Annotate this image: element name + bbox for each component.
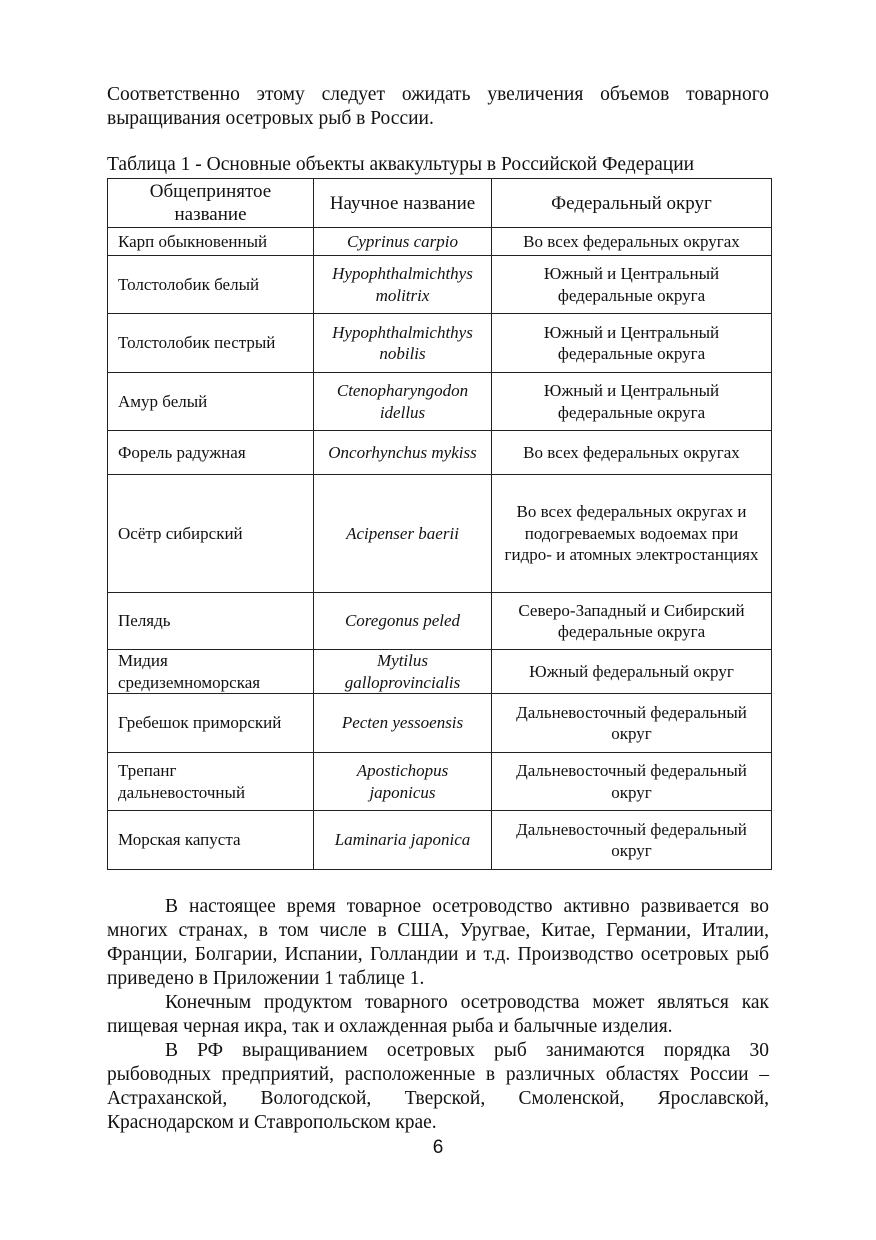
paragraph-text: В настоящее время товарное осетроводство активно развивается во многих странах, в том числе в США, Уругвае, Китае, Германии, Италии, Франции, Болгарии, Испании, Голландии и т.д. Производство осетровых рыб приведено в Приложении 1 таблице 1. — [107, 896, 769, 989]
table-row — [108, 694, 772, 753]
cell-scientific-name: Pecten yessoensis — [314, 694, 492, 753]
page-number: 6 — [432, 1137, 444, 1158]
table-row — [108, 431, 772, 475]
cell-scientific-name: Coregonus peled — [314, 593, 492, 650]
cell-district: Во всех федеральных округах — [492, 228, 772, 256]
cell-scientific-name: Ctenopharyngodon idellus — [314, 373, 492, 431]
cell-district: Дальневосточный федеральный округ — [492, 694, 772, 753]
table-row — [108, 314, 772, 373]
table-caption: Таблица 1 - Основные объекты аквакультуры в Российской Федерации — [107, 154, 695, 175]
cell-common-name: Форель радужная — [108, 431, 314, 475]
aquaculture-table — [107, 178, 772, 870]
cell-scientific-name: Mytilus galloprovincialis — [314, 650, 492, 694]
body-paragraph-2 — [107, 991, 769, 1039]
table-row — [108, 256, 772, 314]
paragraph-text: В РФ выращиванием осетровых рыб занимаются порядка 30 рыбоводных предприятий, расположенные в различных областях России – Астраханской, Вологодской, Тверской, Смоленской, Ярославской, Краснодарском и Ставропольском крае. — [107, 1040, 769, 1133]
intro-paragraph: Соответственно этому следует ожидать увеличения объемов товарного выращивания осетровых рыб в России. — [107, 84, 769, 129]
table-row — [108, 650, 772, 694]
body-paragraph-3 — [107, 1039, 769, 1135]
table-row — [108, 753, 772, 811]
cell-common-name: Пелядь — [108, 593, 314, 650]
cell-common-name: Толстолобик белый — [108, 256, 314, 314]
body-paragraph-1 — [107, 895, 769, 991]
cell-common-name: Толстолобик пестрый — [108, 314, 314, 373]
cell-district: Южный и Центральный федеральные округа — [492, 314, 772, 373]
header-scientific-name: Научное название — [314, 179, 492, 228]
cell-scientific-name: Oncorhynchus mykiss — [314, 431, 492, 475]
table-row — [108, 373, 772, 431]
table-row — [108, 475, 772, 593]
cell-scientific-name: Hypophthalmichthys nobilis — [314, 314, 492, 373]
cell-district: Дальневосточный федеральный округ — [492, 753, 772, 811]
cell-district: Южный и Центральный федеральные округа — [492, 256, 772, 314]
cell-common-name: Амур белый — [108, 373, 314, 431]
cell-common-name: Морская капуста — [108, 811, 314, 870]
table-header-row — [108, 179, 772, 228]
cell-district: Южный федеральный округ — [492, 650, 772, 694]
cell-district: Во всех федеральных округах — [492, 431, 772, 475]
cell-common-name: Осётр сибирский — [108, 475, 314, 593]
cell-scientific-name: Hypophthalmichthys molitrix — [314, 256, 492, 314]
cell-scientific-name: Acipenser baerii — [314, 475, 492, 593]
cell-district: Дальневосточный федеральный округ — [492, 811, 772, 870]
cell-common-name: Карп обыкновенный — [108, 228, 314, 256]
cell-scientific-name: Cyprinus carpio — [314, 228, 492, 256]
cell-common-name: Трепанг дальневосточный — [108, 753, 314, 811]
cell-district: Северо-Западный и Сибирский федеральные округа — [492, 593, 772, 650]
cell-scientific-name: Apostichopus japonicus — [314, 753, 492, 811]
header-federal-district: Федеральный округ — [492, 179, 772, 228]
cell-scientific-name: Laminaria japonica — [314, 811, 492, 870]
cell-common-name: Мидия средиземноморская — [108, 650, 314, 694]
header-common-name: Общепринятое название — [108, 179, 314, 228]
cell-common-name: Гребешок приморский — [108, 694, 314, 753]
paragraph-text: Конечным продуктом товарного осетроводства может являться как пищевая черная икра, так и охлажденная рыба и балычные изделия. — [107, 992, 769, 1037]
table-row — [108, 811, 772, 870]
cell-district: Во всех федеральных округах и подогреваемых водоемах при гидро- и атомных электростанциях — [492, 475, 772, 593]
table-row — [108, 593, 772, 650]
table-row — [108, 228, 772, 256]
cell-district: Южный и Центральный федеральные округа — [492, 373, 772, 431]
